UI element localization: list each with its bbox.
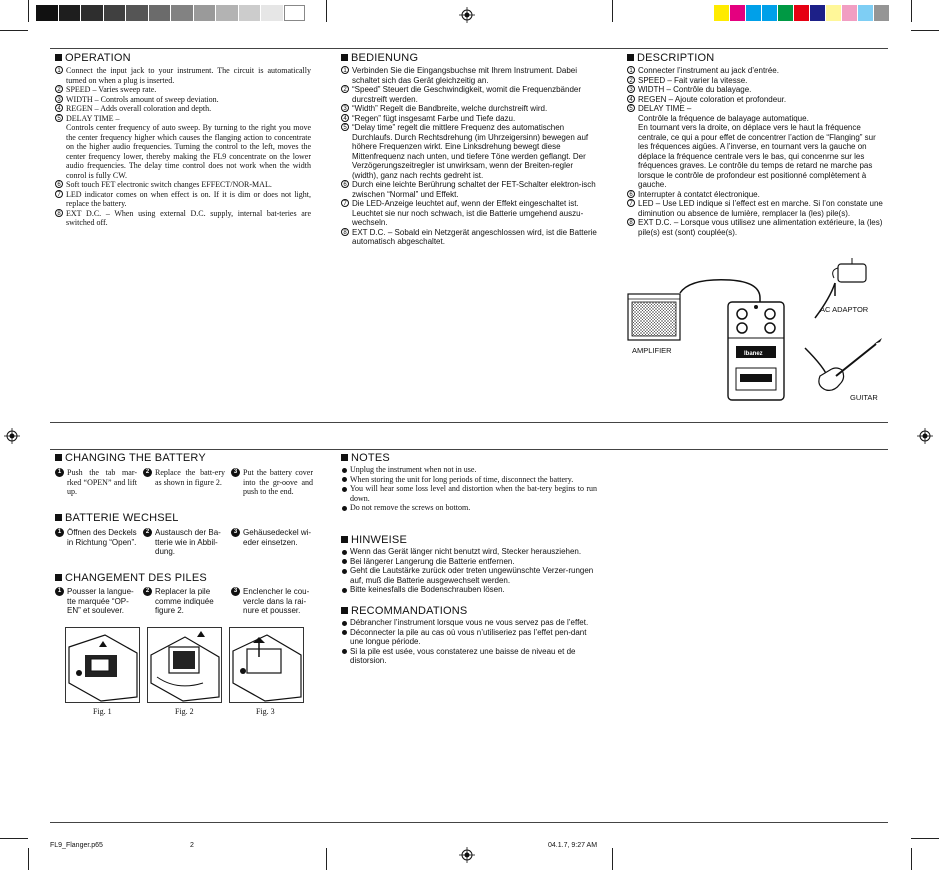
bullet-item: Wenn das Gerät länger nicht benutzt wird, Stecker herausziehen. xyxy=(341,547,597,557)
color-swatch xyxy=(842,5,857,21)
item-text: Connect the input jack to your instrument. The circuit is automatically turned on when a plug is inserted. xyxy=(66,66,311,85)
step-text: Enclencher le cou-vercle dans la rai-nure et pousser. xyxy=(243,587,310,615)
item-text: Verbinden Sie die Eingangsbuchse mit Ihrem Instrument. Dabei schaltet sich das Gerät gleichzeitig an. xyxy=(352,66,578,85)
item-number: 4 xyxy=(627,95,635,103)
registration-mark-icon xyxy=(917,428,933,444)
item-text: SPEED – Fait varier la vitesse. xyxy=(638,75,748,85)
color-swatch xyxy=(149,5,171,21)
list-item xyxy=(55,66,311,85)
item-number: 4 xyxy=(341,114,349,122)
item-text: SPEED – Varies sweep rate. xyxy=(66,85,157,94)
registration-mark-icon xyxy=(459,7,475,23)
bullet-item: Bei längerer Langerung die Batterie entfernen. xyxy=(341,557,597,567)
bullet-item: Débrancher l’instrument lorsque vous ne vous servez pas de l’effet. xyxy=(341,618,597,628)
figure-2-caption: Fig. 2 xyxy=(175,707,194,716)
item-number: 7 xyxy=(55,190,63,198)
step-text: Replace the batt-ery as shown in figure 2. xyxy=(155,468,225,487)
step-number: 1 xyxy=(55,587,64,596)
color-swatch xyxy=(104,5,126,21)
color-swatch xyxy=(858,5,873,21)
bullet-item: When storing the unit for long periods of time, disconnect the battery. xyxy=(341,475,597,485)
registration-mark-icon xyxy=(4,428,20,444)
battery-step xyxy=(231,587,313,616)
item-text: Interrupter à contatct électronique. xyxy=(638,189,760,199)
step-number: 3 xyxy=(231,468,240,477)
item-number: 3 xyxy=(627,85,635,93)
item-text: LED – Use LED indique si l’effect est en marche. Si l’on constate une diminution ou absence de lumière, remplacer la (les) pile(s). xyxy=(638,199,883,218)
item-number: 2 xyxy=(341,85,349,93)
color-swatch xyxy=(81,5,103,21)
item-number: 6 xyxy=(341,180,349,188)
item-text: Die LED-Anzeige leuchtet auf, wenn der Effekt eingeschaltet ist. Leuchtet sie nur noch schwach, ist die Batterie umgehend auszu-wechseln. xyxy=(352,199,584,227)
list-item xyxy=(627,104,883,190)
item-number: 5 xyxy=(341,123,349,131)
color-swatch xyxy=(216,5,238,21)
guitar-label: GUITAR xyxy=(850,393,878,402)
battery-step xyxy=(143,468,225,487)
list-item xyxy=(55,85,311,95)
color-swatch xyxy=(794,5,809,21)
operation-list xyxy=(55,66,311,228)
item-text: Soft touch FET electronic switch changes EFFECT/NOR-MAL. xyxy=(66,180,272,189)
color-swatch xyxy=(746,5,761,21)
bullet-item: Bitte keinesfalls die Bodenschrauben lösen. xyxy=(341,585,597,595)
step-text: Gehäusedeckel wi-eder einsetzen. xyxy=(243,528,312,547)
battery-step xyxy=(143,587,225,616)
bullet-item: Geht die Lautstärke zurück oder treten ungewünschte Verzer-rungen auf, muß die Batterie ausgewechselt werden. xyxy=(341,566,597,585)
list-item xyxy=(627,85,883,95)
bullet-item: Si la pile est usée, vous constaterez une baisse de niveau et de distorsion. xyxy=(341,647,597,666)
amplifier-label: AMPLIFIER xyxy=(632,346,672,355)
hinweise-list xyxy=(341,547,597,595)
section-rule xyxy=(50,449,888,450)
bedienung-list xyxy=(341,66,597,247)
item-number: 3 xyxy=(341,104,349,112)
item-text: EXT D.C. – Lorsque vous utilisez une alimentation extérieure, la (les) pile(s) est (sont) couplée(s). xyxy=(638,218,883,237)
item-text: Connecter l’instrument au jack d’entrée. xyxy=(638,66,779,75)
item-number: 6 xyxy=(55,180,63,188)
item-number: 5 xyxy=(55,114,63,122)
list-item xyxy=(341,123,597,180)
color-swatch xyxy=(171,5,193,21)
color-swatch xyxy=(194,5,216,21)
step-text: Pousser la langue-tte marquée “OP-EN” et soulever. xyxy=(67,587,134,615)
list-item xyxy=(55,95,311,105)
item-number: 2 xyxy=(55,85,63,93)
item-number: 5 xyxy=(627,104,635,112)
bullet-item: Do not remove the screws on bottom. xyxy=(341,503,597,513)
list-item xyxy=(55,180,311,190)
list-item xyxy=(55,209,311,228)
item-text: WIDTH – Controls amount of sweep deviation. xyxy=(66,94,219,104)
grayscale-color-bar xyxy=(36,5,306,21)
step-number: 3 xyxy=(231,587,240,596)
battery-step xyxy=(143,528,225,557)
color-swatch xyxy=(239,5,261,21)
step-number: 2 xyxy=(143,468,152,477)
item-text: LED indicator comes on when effect is on. If it is dim or does not light, replace the battery. xyxy=(66,189,311,208)
footer-filename: FL9_Flanger.p65 xyxy=(50,842,103,849)
list-item xyxy=(341,180,597,199)
top-rule xyxy=(50,48,888,49)
pedal-brand-label: Ibanez xyxy=(744,351,763,357)
ac-adaptor-label: AC ADAPTOR xyxy=(820,305,869,314)
step-text: Öffnen des Deckels in Richtung “Open”. xyxy=(67,528,137,547)
item-text: WIDTH – Contrôle du balayage. xyxy=(638,85,752,94)
item-number: 4 xyxy=(55,104,63,112)
description-heading: DESCRIPTION xyxy=(627,52,714,64)
middle-rule xyxy=(50,422,888,423)
item-text: DELAY TIME – Contrôle la fréquence de balayage automatique. En tournant vers la droite, on déplace vers le haut la fréquence centrale, ce qui a pour effet de concentrer l’action de “Flanging” sur les fréquences aigües. A l’inverse, en tournant vers la gauche on déplace la fréquence centrale vers le bas, qui concenrne sur les fréquences graves. Le contrôle du temps de retard ne marche pas lorsque le contrôle de profondeur est positionné complètement à gauche. xyxy=(638,104,876,189)
list-item xyxy=(341,228,597,247)
battery-step xyxy=(231,468,313,497)
figure-3-illustration xyxy=(229,627,304,703)
list-item xyxy=(627,218,883,237)
color-swatch xyxy=(810,5,825,21)
item-number: 8 xyxy=(627,218,635,226)
bullet-item: Déconnecter la pile au cas où vous n’utiliseriez pas l’effet pen-dant une longue période. xyxy=(341,628,597,647)
step-number: 2 xyxy=(143,528,152,537)
changing-battery-heading: CHANGING THE BATTERY xyxy=(55,452,206,464)
color-swatch xyxy=(126,5,148,21)
batterie-wechsel-heading: BATTERIE WECHSEL xyxy=(55,512,179,524)
list-item xyxy=(627,95,883,105)
bedienung-heading: BEDIENUNG xyxy=(341,52,418,64)
list-item xyxy=(627,190,883,200)
bullet-item: Unplug the instrument when not in use. xyxy=(341,465,597,475)
footer-page-number: 2 xyxy=(190,842,194,849)
step-text: Austausch der Ba-tterie wie in Abbil-dung. xyxy=(155,528,221,556)
color-swatch xyxy=(714,5,729,21)
description-list xyxy=(627,66,883,237)
changement-piles-heading: CHANGEMENT DES PILES xyxy=(55,572,207,584)
item-text: EXT D.C. – When using external D.C. supply, internal bat-teries are switched off. xyxy=(66,208,311,227)
item-text: REGEN – Adds overall coloration and depth. xyxy=(66,104,212,113)
item-number: 2 xyxy=(627,76,635,84)
list-item xyxy=(55,190,311,209)
notes-list xyxy=(341,465,597,513)
list-item xyxy=(341,66,597,85)
battery-step xyxy=(55,468,137,497)
color-swatch xyxy=(778,5,793,21)
operation-heading: OPERATION xyxy=(55,52,131,64)
figure-2-illustration xyxy=(147,627,222,703)
item-number: 8 xyxy=(341,228,349,236)
item-text: “Speed” Steuert die Geschwindigkeit, womit die Frequenzbänder durcstreift werden. xyxy=(352,85,582,104)
registration-mark-icon xyxy=(459,847,475,863)
recommandations-heading: RECOMMANDATIONS xyxy=(341,605,467,617)
color-swatch xyxy=(261,5,283,21)
item-number: 6 xyxy=(627,190,635,198)
bottom-rule xyxy=(50,822,888,823)
color-swatch xyxy=(59,5,81,21)
figure-3-caption: Fig. 3 xyxy=(256,707,275,716)
step-number: 1 xyxy=(55,528,64,537)
color-swatch xyxy=(826,5,841,21)
hinweise-heading: HINWEISE xyxy=(341,534,407,546)
figure-1-caption: Fig. 1 xyxy=(93,707,112,716)
notes-heading: NOTES xyxy=(341,452,390,464)
list-item xyxy=(341,114,597,124)
item-text: “Regen” fügt insgesamt Farbe und Tiefe dazu. xyxy=(352,113,516,123)
item-number: 1 xyxy=(341,66,349,74)
list-item xyxy=(341,85,597,104)
item-number: 8 xyxy=(55,209,63,217)
color-swatch xyxy=(284,5,306,21)
amplifier-icon xyxy=(628,294,680,340)
recommandations-list xyxy=(341,618,597,666)
figure-1-illustration xyxy=(65,627,140,703)
item-text: REGEN – Ajoute coloration et profondeur. xyxy=(638,94,787,104)
list-item xyxy=(55,104,311,114)
item-number: 1 xyxy=(55,66,63,74)
color-swatch xyxy=(762,5,777,21)
connection-diagram xyxy=(620,258,888,408)
step-number: 1 xyxy=(55,468,64,477)
step-text: Put the battery cover into the gr-oove and push to the end. xyxy=(243,468,313,496)
item-text: “Delay time” regelt die mittlere Frequenz des automatischen Durchlaufs. Durch Rechtsdrehung (im Uhrzeigersinn) bewegen auf höhere Frequenzen wirkt. Eine Linksdrehung bewegt diese Mittenfrequenz nach unten, und tiefere Töne werden geflangt. Der Verzögerungszeitregler ist unwirksam, wenn der Breiten-regler (width), ganz nach rechts gedreht ist. xyxy=(352,123,589,180)
color-swatch xyxy=(874,5,889,21)
step-number: 2 xyxy=(143,587,152,596)
ac-adaptor-icon xyxy=(833,258,866,296)
color-swatch xyxy=(36,5,58,21)
battery-step xyxy=(55,528,137,547)
item-text: Durch eine leichte Berührung schaltet der FET-Schalter elektron-isch zwischen “Normal” und Effekt. xyxy=(352,180,596,199)
list-item xyxy=(55,114,311,181)
process-color-bar xyxy=(714,5,890,21)
battery-step xyxy=(55,587,137,616)
color-swatch xyxy=(730,5,745,21)
step-number: 3 xyxy=(231,528,240,537)
item-text: “Width” Regelt die Bandbreite, welche durchstreift wird. xyxy=(352,104,548,113)
item-number: 1 xyxy=(627,66,635,74)
guitar-icon xyxy=(819,338,882,390)
list-item xyxy=(341,104,597,114)
list-item xyxy=(627,199,883,218)
step-text: Replacer la pile comme indiquée figure 2. xyxy=(155,587,214,615)
item-number: 3 xyxy=(55,95,63,103)
item-text: DELAY TIME – Controls center frequency of auto sweep. By turning to the right you move the center frequency higher which causes the flanging action to concentrate on the higher audio frequencies. Turning the control to the left, moves the center frequency lower, thereby making the FL9 concentrate on the lower audio frequencies. The delay time control does not work when the width conrol is fully CW. xyxy=(66,113,311,180)
item-text: EXT D.C. – Sobald ein Netzgerät angeschlossen wird, ist die Batterie automatisch abgeschaltet. xyxy=(352,227,597,246)
item-number: 7 xyxy=(341,199,349,207)
list-item xyxy=(341,199,597,228)
bullet-item: You will hear some loss level and distortion when the bat-tery begins to run down. xyxy=(341,484,597,503)
list-item xyxy=(627,76,883,86)
battery-step xyxy=(231,528,313,547)
item-number: 7 xyxy=(627,199,635,207)
step-text: Push the tab mar-rked “OPEN” and lift up. xyxy=(67,468,137,496)
footer-timestamp: 04.1.7, 9:27 AM xyxy=(548,842,598,849)
list-item xyxy=(627,66,883,76)
